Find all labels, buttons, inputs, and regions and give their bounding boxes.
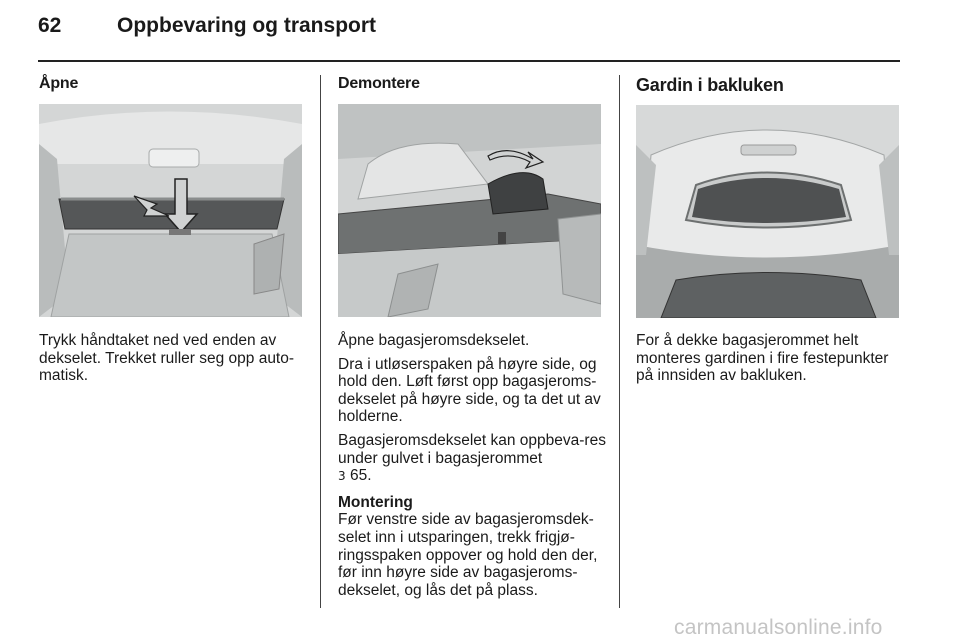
section-heading-curtain: Gardin i bakluken [636,75,784,95]
paragraph-open-cover: Åpne bagasjeromsdekselet. [338,332,530,349]
page-title: Oppbevaring og transport [117,14,377,37]
section-heading-open: Åpne [39,75,79,92]
paragraph-open: Trykk håndtaket ned ved enden av dekselet. Trekket ruller seg opp auto-matisk. [39,332,295,385]
paragraph-curtain: For å dekke bagasjerommet helt monteres gardinen i fire festepunkter på innsiden av bakluken. [636,332,889,385]
page-number: 62 [38,14,62,37]
page-ref-link[interactable]: 65. [349,467,372,485]
illustration-open-cover [39,104,302,317]
paragraph-install: Før venstre side av bagasjeromsdek-selet inn i utsparingen, trekk frigjø-ringsspaken oppover og hold den der, før inn høyre side av bagasjeroms-dekselet, og lås det på plass. [338,511,598,599]
paragraph-release-lever: Dra i utløserspaken på høyre side, og hold den. Løft først opp bagasjeroms-dekselet på høyre side, og ta det ut av holderne. [338,355,601,426]
illustration-remove-cover [338,104,601,317]
section-heading-remove: Demontere [338,75,420,92]
header-rule [38,60,900,62]
illustration-tailgate-curtain [636,105,899,318]
paragraph-storage [338,432,606,486]
page-ref-icon: 3 [338,469,346,484]
text-open [39,332,305,391]
column-open [39,75,305,385]
column-divider-1 [320,75,321,608]
column-remove [338,75,606,599]
column-curtain [636,75,902,385]
subheading-install: Montering [338,493,413,511]
text-remove [338,332,606,605]
watermark: carmanualsonline.info [674,616,883,639]
text-curtain [636,332,902,391]
column-divider-2 [619,75,620,608]
storage-text: Bagasjeromsdekselet kan oppbeva-res under gulvet i bagasjerommet [338,431,606,467]
